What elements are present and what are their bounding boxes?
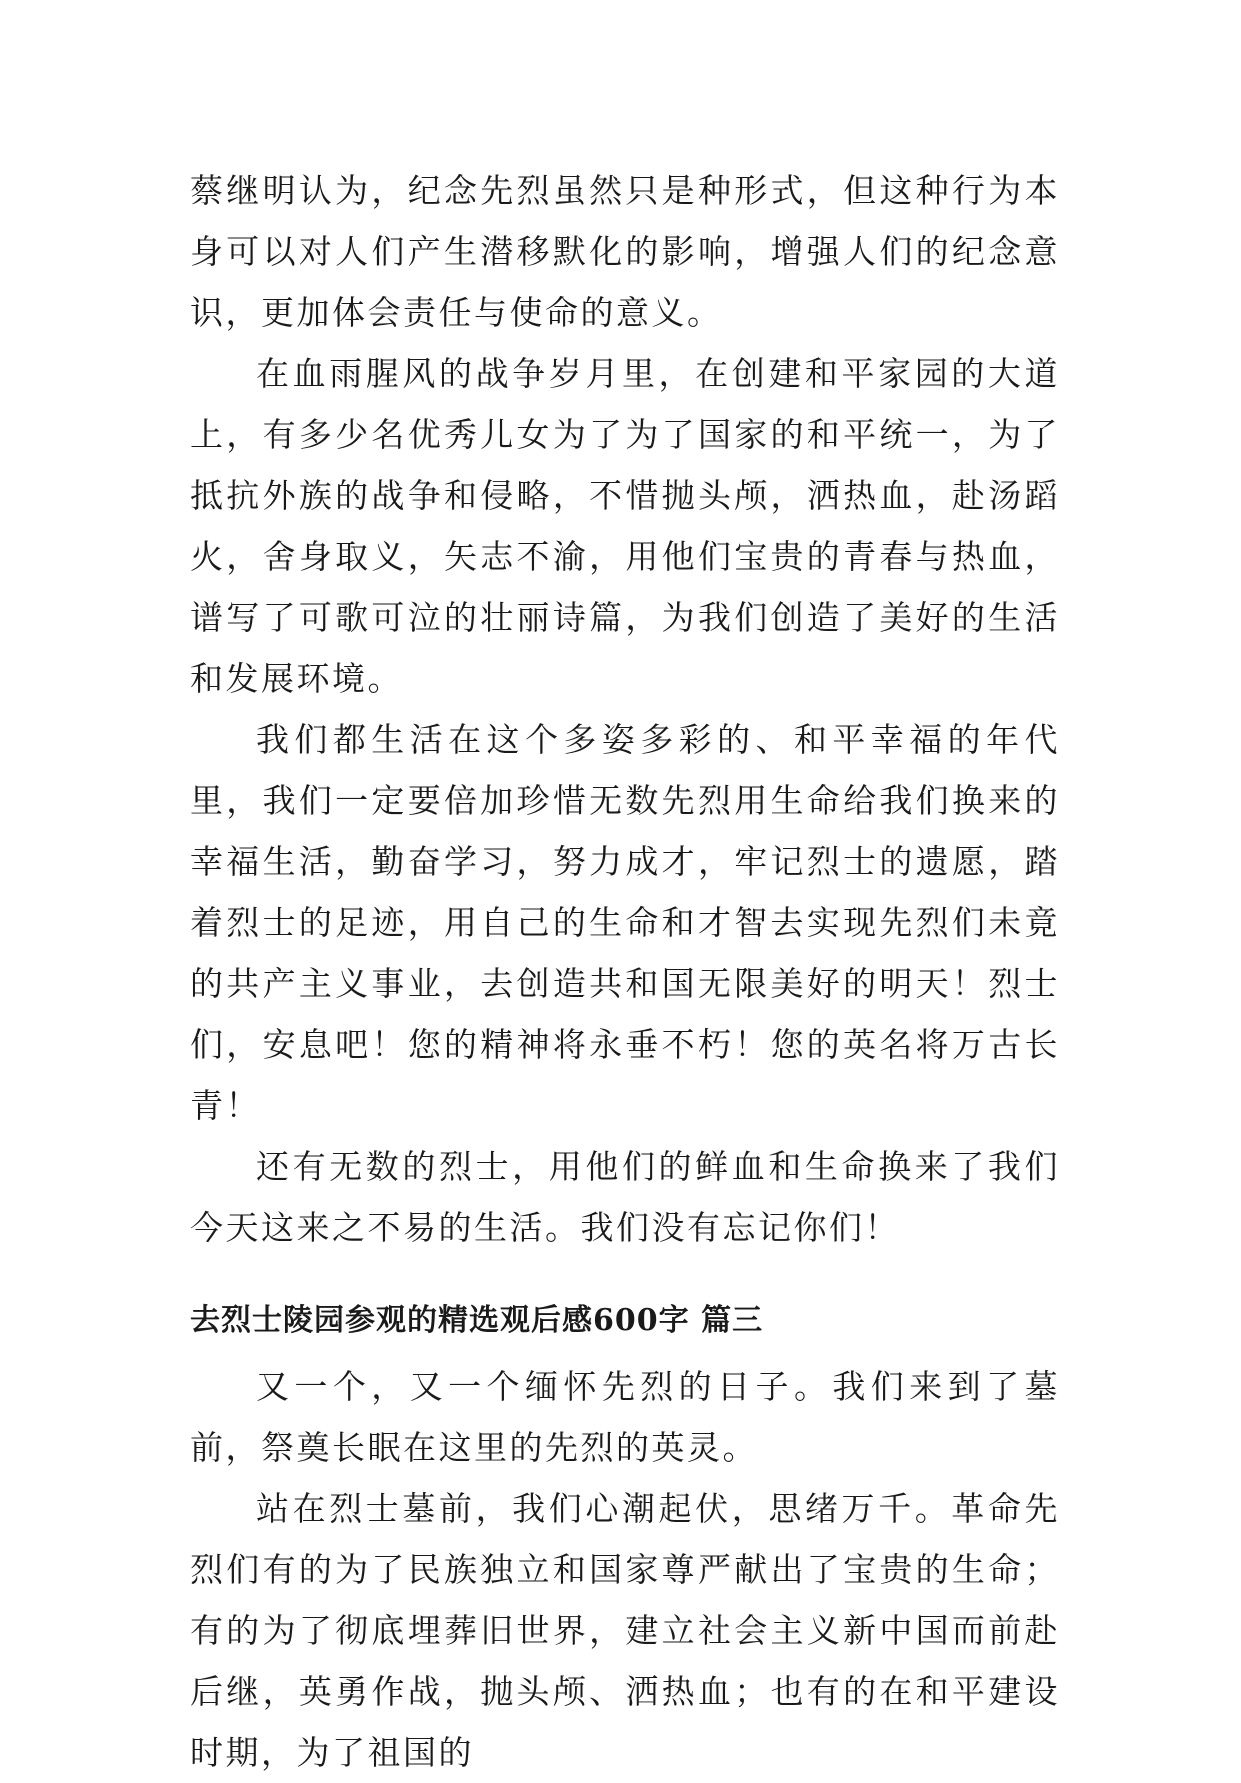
section-paragraph-2: 站在烈士墓前，我们心潮起伏，思绪万千。革命先烈们有的为了民族独立和国家尊严献出了宝贵的生命；有的为了彻底埋葬旧世界，建立社会主义新中国而前赴后继，英勇作战，抛头颅、洒热血；也有的在和平建设时期，为了祖国的 bbox=[190, 1489, 1060, 1772]
paragraph-2: 在血雨腥风的战争岁月里，在创建和平家园的大道上，有多少名优秀儿女为了为了国家的和平统一，为了抵抗外族的战争和侵略，不惜抛头颅，洒热血，赴汤蹈火，舍身取义，矢志不渝，用他们宝贵的青春与热血，谱写了可歌可泣的壮丽诗篇，为我们创造了美好的生活和发展环境。 bbox=[190, 354, 1060, 698]
paragraph-1: 蔡继明认为，纪念先烈虽然只是种形式，但这种行为本身可以对人们产生潜移默化的影响，增强人们的纪念意识，更加体会责任与使命的意义。 bbox=[190, 171, 1060, 332]
paragraph-3: 我们都生活在这个多姿多彩的、和平幸福的年代里，我们一定要倍加珍惜无数先烈用生命给我们换来的幸福生活，勤奋学习，努力成才，牢记烈士的遗愿，踏着烈士的足迹，用自己的生命和才智去实现先烈们未竟的共产主义事业，去创造共和国无限美好的明天！烈士们，安息吧！您的精神将永垂不朽！您的英名将万古长青！ bbox=[190, 720, 1060, 1125]
section-paragraph-1: 又一个，又一个缅怀先烈的日子。我们来到了墓前，祭奠长眠在这里的先烈的英灵。 bbox=[190, 1367, 1060, 1467]
paragraph-4: 还有无数的烈士，用他们的鲜血和生命换来了我们今天这来之不易的生活。我们没有忘记你们！ bbox=[190, 1147, 1060, 1247]
document-body bbox=[190, 160, 1060, 1783]
section-heading: 去烈士陵园参观的精选观后感600字 篇三 bbox=[190, 1303, 764, 1338]
